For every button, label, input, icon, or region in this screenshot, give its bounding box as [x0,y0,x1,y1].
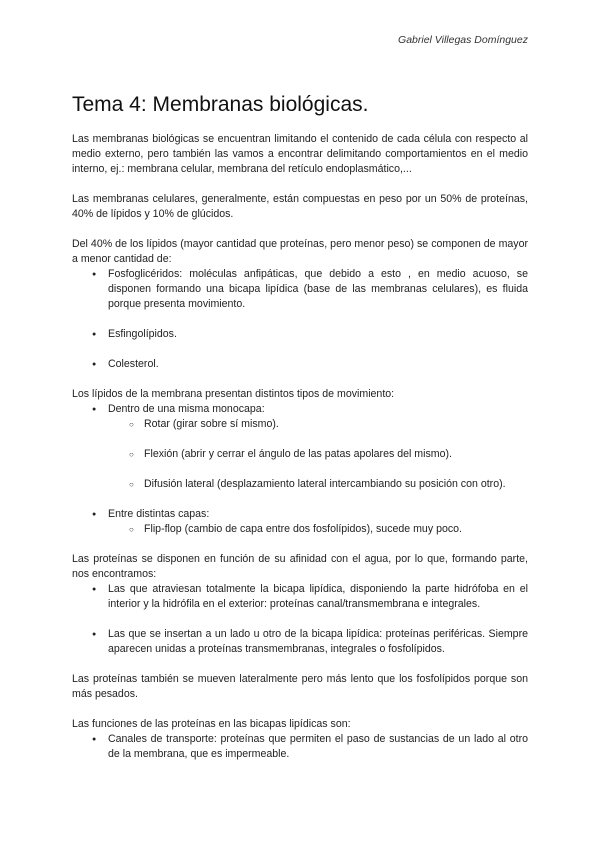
paragraph-composition: Las membranas celulares, generalmente, están compuestas en peso por un 50% de proteínas, 40% de lípidos y 10% de glúcidos. [72,193,528,220]
list-item: ○ Difusión lateral (desplazamiento lateral intercambiando su posición con otro). [126,477,528,492]
lipid-list [72,267,528,372]
page-title: Tema 4: Membranas biológicas. [72,93,369,116]
protein-list [72,582,528,657]
list-item: ● Las que se insertan a un lado u otro de la bicapa lipídica: proteínas periféricas. Siempre aparecen unidas a proteínas transmembranas, integrales o fosfolípidos. [90,627,528,657]
list-item: ● Las que atraviesan totalmente la bicapa lipídica, disponiendo la parte hidrófoba en el interior y la hidrófila en el exterior: proteínas canal/transmembrana e integrales. [90,582,528,612]
paragraph-proteins: Las proteínas se disponen en función de su afinidad con el agua, por lo que, formando parte, nos encontramos: [72,553,528,580]
author-name: Gabriel Villegas Domínguez [398,34,528,46]
list-item: ● Dentro de una misma monocapa: [90,402,528,417]
paragraph-intro: Las membranas biológicas se encuentran limitando el contenido de cada célula con respecto al medio externo, pero también las vamos a encontrar delimitando comportamientos en el medio interno, ej.: membrana celular, membrana del retículo endoplasmático,... [72,133,528,175]
paragraph-functions: Las funciones de las proteínas en las bicapas lipídicas son: [72,718,351,730]
document-body [72,92,528,762]
paragraph-protein-movement: Las proteínas también se mueven lateralmente pero más lento que los fosfolípidos porque son más pesados. [72,673,528,700]
paragraph-movement: Los lípidos de la membrana presentan distintos tipos de movimiento: [72,388,395,400]
list-item: ○ Rotar (girar sobre sí mismo). [126,417,528,432]
list-item: ○ Flexión (abrir y cerrar el ángulo de las patas apolares del mismo). [126,447,528,462]
list-item: ● Colesterol. [90,357,528,372]
paragraph-lipids: Del 40% de los lípidos (mayor cantidad que proteínas, pero menor peso) se componen de mayor a menor cantidad de: [72,238,528,265]
list-item: ● Fosfoglicéridos: moléculas anfipáticas, que debido a esto , en medio acuoso, se disponen formando una bicapa lipídica (base de las membranas celulares), es fluida porque presenta movimiento. [90,267,528,312]
list-item: ● Canales de transporte: proteínas que permiten el paso de sustancias de un lado al otro de la membrana, que es impermeable. [90,732,528,762]
list-item: ● Entre distintas capas: [90,507,528,522]
list-item: ● Esfingolípidos. [90,327,528,342]
movement-list [72,402,528,537]
list-item: ○ Flip-flop (cambio de capa entre dos fosfolípidos), sucede muy poco. [126,522,528,537]
functions-list [72,732,528,762]
